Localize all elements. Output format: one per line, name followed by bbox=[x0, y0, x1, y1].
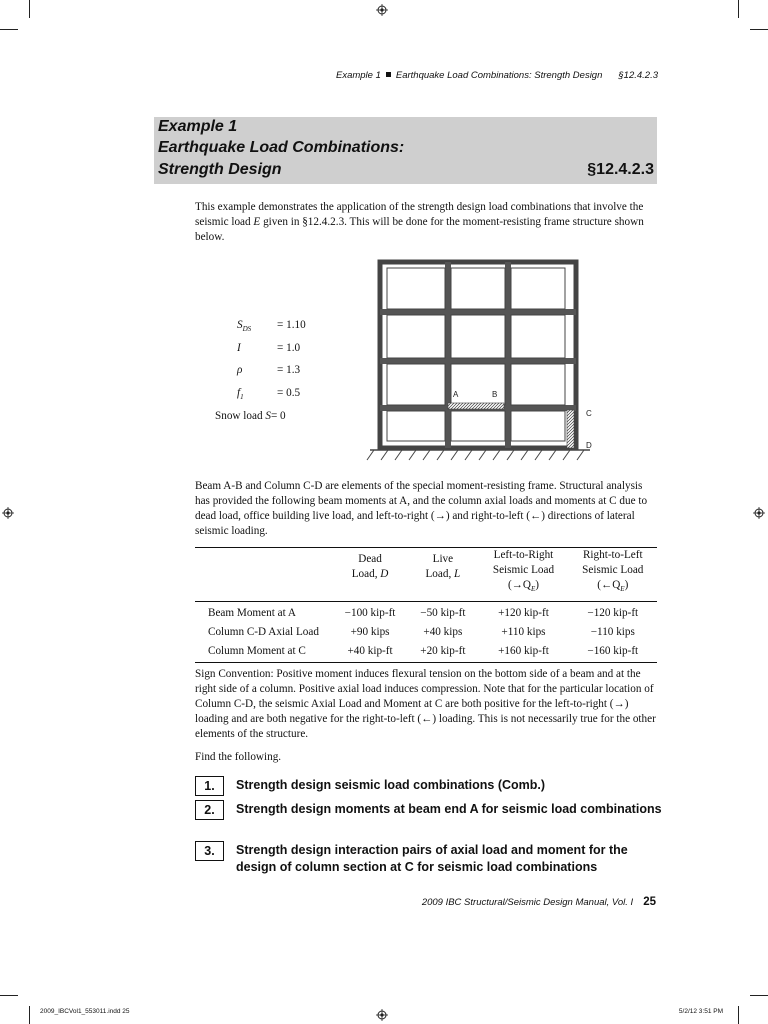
description-paragraph bbox=[195, 479, 657, 539]
crop-mark bbox=[0, 29, 18, 30]
ground-hatch-line bbox=[577, 450, 584, 460]
snow-load-row bbox=[215, 407, 306, 426]
parameter-value: = 0.5 bbox=[277, 387, 301, 400]
frame-bay bbox=[387, 411, 445, 441]
task-text: Strength design moments at beam end A for seismic load combinations bbox=[236, 802, 662, 816]
parameter-symbol: $S_{DS}$ bbox=[237, 319, 252, 334]
page-number: 25 bbox=[643, 896, 656, 908]
task-number: 2. bbox=[195, 800, 224, 820]
interior-column bbox=[505, 262, 511, 448]
frame-bay bbox=[511, 364, 565, 405]
page-footer bbox=[422, 896, 656, 908]
snow-label: Snow load bbox=[215, 409, 263, 422]
row-label: Column Moment at C bbox=[208, 645, 306, 658]
parameter-row bbox=[215, 316, 306, 339]
frame-bays bbox=[380, 262, 576, 448]
table-row bbox=[195, 622, 657, 641]
intro-text-2: given in §12.4.2.3. This will be done for the moment-resisting frame structure shown below. bbox=[195, 216, 644, 243]
table-cell: +110 kips bbox=[501, 626, 546, 639]
running-header-example: Example 1 bbox=[335, 70, 381, 81]
registration-mark-icon bbox=[753, 507, 765, 519]
parameter-value: = 1.0 bbox=[277, 341, 301, 354]
crop-mark bbox=[750, 29, 768, 30]
row-label: Beam Moment at A bbox=[208, 607, 296, 620]
ground-hatch-line bbox=[507, 450, 514, 460]
frame-bay bbox=[451, 315, 505, 358]
registration-mark-icon bbox=[2, 507, 14, 519]
slug-file-name: 2009_IBCVol1_553011.indd 25 bbox=[40, 1008, 130, 1015]
slug-timestamp: 5/2/12 3:51 PM bbox=[678, 1008, 723, 1015]
intro-text-1: This example demonstrates the application of the strength design load combinations that involve the seismic load bbox=[195, 201, 644, 228]
header-line: Left-to-Right bbox=[493, 549, 554, 561]
header-line: Load, bbox=[425, 568, 455, 581]
header-subscript: E bbox=[530, 585, 536, 594]
frame-bay bbox=[387, 315, 445, 358]
table-header-blank bbox=[195, 548, 333, 602]
header-line: ) bbox=[535, 579, 539, 591]
header-line: Load, bbox=[351, 568, 381, 581]
table-header-rtl bbox=[569, 548, 657, 602]
find-following: Find the following. bbox=[195, 751, 282, 763]
ground-hatch-line bbox=[395, 450, 402, 460]
table-header-live bbox=[407, 548, 478, 602]
crop-mark bbox=[0, 995, 18, 996]
header-symbol: D bbox=[380, 568, 389, 581]
header-line: Dead bbox=[358, 553, 382, 566]
table-row bbox=[195, 641, 657, 663]
ground-hatch-line bbox=[465, 450, 472, 460]
table-cell: −110 kips bbox=[590, 626, 635, 639]
sign-convention-paragraph bbox=[195, 667, 657, 742]
ground-hatch-line bbox=[521, 450, 528, 460]
frame-bay bbox=[387, 364, 445, 405]
table-cell: +20 kip-ft bbox=[420, 645, 466, 658]
parameter-value: = 1.10 bbox=[277, 319, 306, 331]
parameter-symbol: I bbox=[237, 341, 241, 354]
intro-load-symbol: E bbox=[253, 216, 261, 228]
parameter-row bbox=[215, 384, 306, 407]
frame-bay bbox=[387, 268, 445, 309]
running-header bbox=[300, 70, 658, 81]
title-line-2: Earthquake Load Combinations: bbox=[158, 139, 405, 156]
beam-ab-hatch bbox=[448, 403, 504, 409]
table-cell: −100 kip-ft bbox=[344, 607, 396, 620]
title-section: §12.4.2.3 bbox=[587, 161, 654, 178]
title-line-3: Strength Design bbox=[158, 161, 282, 178]
running-header-section: §12.4.2.3 bbox=[618, 70, 658, 81]
sign-convention-text: Sign Convention: Positive moment induces flexural tension on the bottom side of a beam and at the right side of a column. Positive axial load induces compression. Note that for the particular location of Column C-D, the seismic Axial Load and Moment at C are both positive for the left-to-right (→) loading and are both negative for the right-to-left (←) loading. This is not necessarily true for the other elements of the structure. bbox=[195, 668, 656, 740]
snow-symbol: S bbox=[265, 409, 271, 422]
task-text: Strength design seismic load combinations (Comb.) bbox=[236, 778, 546, 792]
label-c: C bbox=[586, 409, 592, 418]
table-cell: −160 kip-ft bbox=[587, 645, 639, 658]
frame-bay bbox=[511, 315, 565, 358]
header-line: Seismic Load bbox=[492, 564, 555, 576]
header-line: ) bbox=[624, 579, 629, 591]
frame-bay bbox=[451, 411, 505, 441]
parameter-row bbox=[215, 361, 306, 384]
parameter-symbol: ρ bbox=[237, 364, 243, 377]
header-line: Live bbox=[432, 553, 454, 566]
crop-mark bbox=[738, 0, 739, 18]
crop-mark bbox=[738, 1006, 739, 1024]
ground-hatch-line bbox=[423, 450, 430, 460]
header-subscript: E bbox=[620, 585, 625, 594]
table-cell: +90 kips bbox=[350, 626, 390, 639]
table-cell: +40 kips bbox=[423, 626, 463, 639]
frame-bay bbox=[511, 268, 565, 309]
ground-hatch-line bbox=[409, 450, 416, 460]
label-a: A bbox=[453, 390, 459, 399]
ground-hatch-line bbox=[479, 450, 486, 460]
crop-mark bbox=[750, 995, 768, 996]
footer-title: 2009 IBC Structural/Seismic Design Manual, Vol. I bbox=[421, 897, 634, 908]
header-line: Right-to-Left bbox=[582, 549, 643, 561]
parameter-symbol: $f_1$ bbox=[237, 387, 244, 402]
task-number: 1. bbox=[195, 776, 224, 796]
ground-hatch-line bbox=[367, 450, 374, 460]
table-header-row bbox=[195, 548, 657, 602]
header-line: (←Q bbox=[597, 579, 621, 591]
table-header-ltr bbox=[478, 548, 568, 602]
column-cd-hatch bbox=[567, 410, 574, 448]
table-cell: +120 kip-ft bbox=[498, 607, 549, 620]
square-bullet-icon bbox=[386, 72, 391, 77]
registration-mark-icon bbox=[376, 1009, 388, 1021]
moment-frame-diagram bbox=[360, 258, 600, 464]
table-cell: +160 kip-ft bbox=[498, 645, 549, 658]
running-header-title: Earthquake Load Combinations: Strength Design bbox=[395, 70, 603, 81]
ground-hatch-line bbox=[493, 450, 500, 460]
ground-line bbox=[367, 450, 590, 460]
frame-bay bbox=[451, 268, 505, 309]
table-cell: −120 kip-ft bbox=[587, 607, 639, 620]
header-line: (→Q bbox=[507, 579, 531, 591]
snow-value: = 0 bbox=[270, 409, 286, 422]
loads-table bbox=[195, 547, 657, 663]
task-text: Strength design interaction pairs of axial load and moment for the design of column section at C for seismic load combinations bbox=[236, 843, 628, 874]
ground-hatch-line bbox=[451, 450, 458, 460]
table-row bbox=[195, 602, 657, 623]
ground-hatch-line bbox=[563, 450, 570, 460]
floor-beam bbox=[380, 309, 576, 315]
parameter-row bbox=[215, 339, 306, 362]
registration-mark-icon bbox=[376, 4, 388, 16]
parameter-value: = 1.3 bbox=[277, 364, 301, 377]
table-header-dead bbox=[333, 548, 408, 602]
ground-hatch-line bbox=[549, 450, 556, 460]
ground-hatch-line bbox=[381, 450, 388, 460]
label-b: B bbox=[492, 390, 498, 399]
crop-mark bbox=[29, 1006, 30, 1024]
intro-paragraph bbox=[195, 200, 657, 245]
parameters-list bbox=[215, 316, 306, 425]
title-example: Example 1 bbox=[158, 118, 238, 135]
header-line: Seismic Load bbox=[582, 564, 644, 576]
frame-bay bbox=[511, 411, 565, 441]
crop-mark bbox=[29, 0, 30, 18]
table-cell: +40 kip-ft bbox=[347, 645, 393, 658]
header-symbol: L bbox=[454, 568, 461, 581]
ground-hatch-line bbox=[535, 450, 542, 460]
task-number: 3. bbox=[195, 841, 224, 861]
interior-column bbox=[445, 262, 451, 448]
ground-hatch-line bbox=[437, 450, 444, 460]
floor-beam bbox=[380, 358, 576, 364]
table-cell: −50 kip-ft bbox=[420, 607, 466, 620]
row-label: Column C-D Axial Load bbox=[208, 626, 319, 639]
label-d: D bbox=[586, 441, 592, 450]
description-text: Beam A-B and Column C-D are elements of the special moment-resisting frame. Structural analysis has provided the following beam moments at A, and the column axial loads and moments at C due to dead load, office building live load, and left-to-right (→) and right-to-left (←) directions of lateral seismic loading. bbox=[195, 480, 648, 537]
